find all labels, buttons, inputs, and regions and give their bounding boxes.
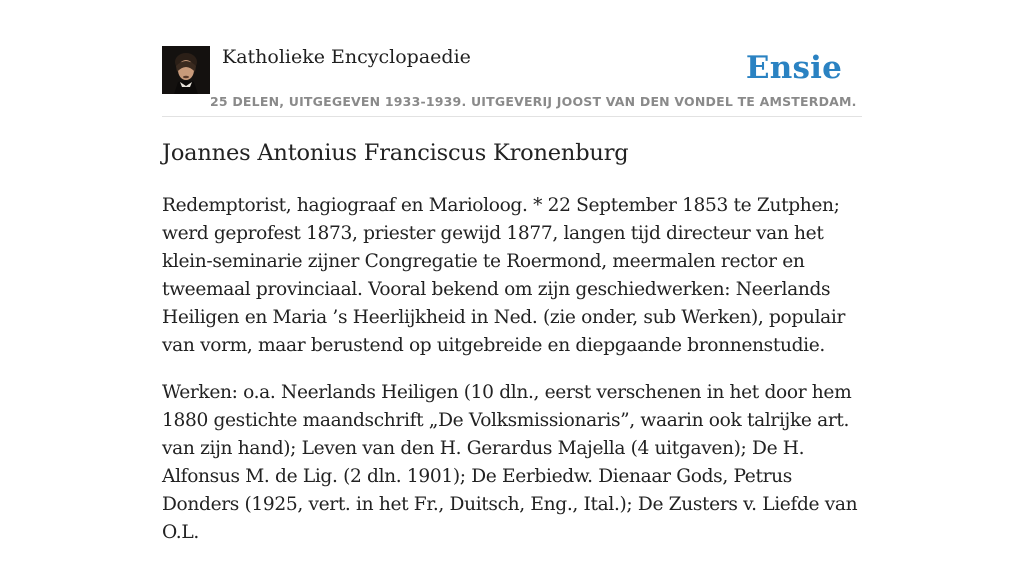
portrait-image <box>162 46 210 94</box>
article-paragraph-1: Redemptorist, hagiograaf en Marioloog. * 22 September 1853 te Zutphen; werd geprofest 1873, priester gewijd 1877, langen tijd directeur van het klein-seminarie zijner Congregatie te Roermond, meermalen rector en tweemaal provinciaal. Vooral bekend om zijn geschiedwerken: Neerlands Heiligen en Maria ’s Heerlijkheid in Ned. (zie onder, sub Werken), populair van vorm, maar berustend op uitgebreide en diepgaande bronnenstudie. <box>162 195 846 356</box>
article-body <box>162 192 874 566</box>
article-title: Joannes Antonius Franciscus Kronenburg <box>162 140 629 166</box>
ensie-logo[interactable]: Ensie <box>745 50 842 86</box>
site-subtitle: 25 DELEN, UITGEGEVEN 1933-1939. UITGEVERIJ JOOST VAN DEN VONDEL TE AMSTERDAM. <box>210 94 857 109</box>
article-paragraph-2: Werken: o.a. Neerlands Heiligen (10 dln., eerst verschenen in het door hem 1880 gestichte maandschrift „De Volksmissionaris”, waarin ook talrijke art. van zijn hand); Leven van den H. Gerardus Majella (4 uitgaven); De H. Alfonsus M. de Lig. (2 dln. 1901); De Eerbiedw. Dienaar Gods, Petrus Donders (1925, vert. in het Fr., Duitsch, Eng., Ital.); De Zusters v. Liefde van O.L. <box>162 382 858 543</box>
site-title[interactable]: Katholieke Encyclopaedie <box>222 46 471 68</box>
site-header <box>162 46 862 117</box>
avatar <box>162 46 210 94</box>
